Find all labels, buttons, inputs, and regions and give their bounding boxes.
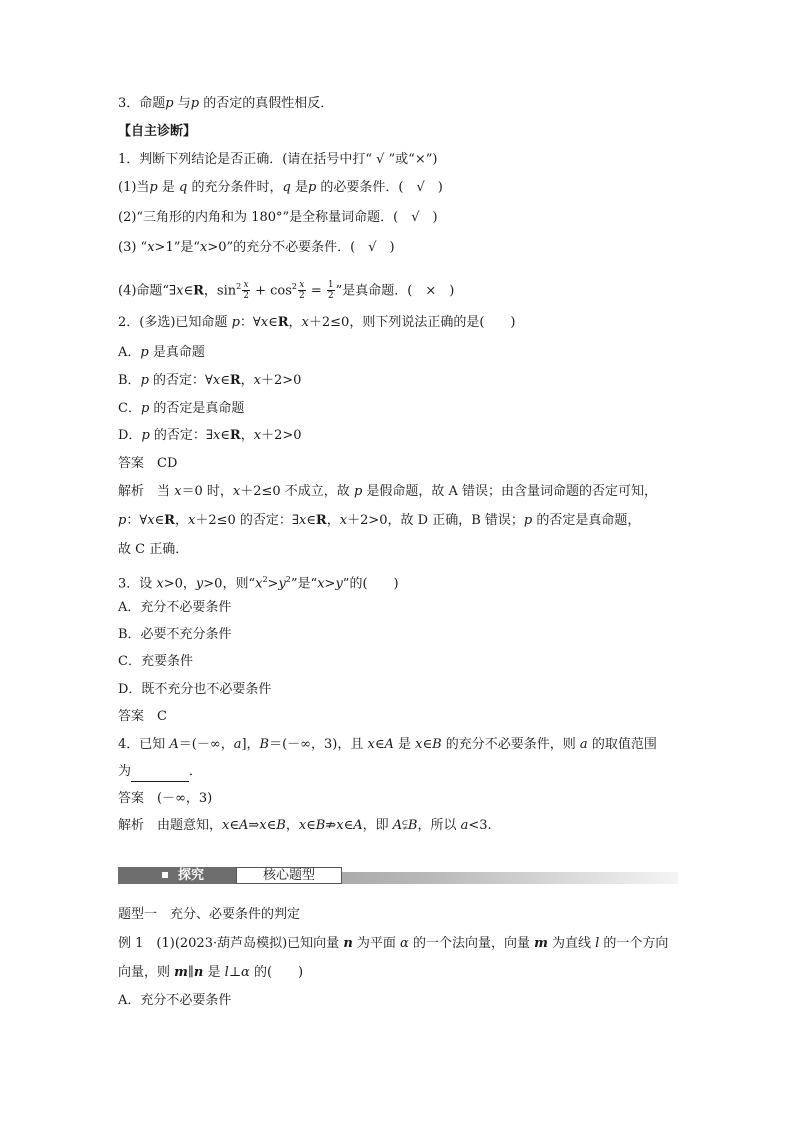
var: x xyxy=(212,373,221,388)
var: p xyxy=(141,428,150,443)
text: ＋2>0 xyxy=(261,428,302,443)
var: x xyxy=(255,576,263,592)
q2-explanation-3: 故 C 正确． xyxy=(118,542,189,557)
text: 3．设 xyxy=(118,576,157,592)
text: ＝(－∞，3)，且 xyxy=(269,737,368,752)
var: x xyxy=(367,737,375,752)
text: 与 xyxy=(173,96,191,111)
text: ∈ xyxy=(183,283,194,299)
var: x xyxy=(222,818,230,833)
text: ， xyxy=(285,818,299,833)
text: ， xyxy=(240,373,254,388)
text: ”的( ) xyxy=(342,576,399,592)
text: >0，则“ xyxy=(203,576,256,592)
var: x xyxy=(232,484,241,499)
var: x xyxy=(200,240,208,255)
var: A xyxy=(392,818,403,833)
var: B xyxy=(432,737,442,752)
text: ∈ xyxy=(343,818,354,833)
var: p xyxy=(231,315,240,330)
var: α xyxy=(241,965,250,980)
var: p xyxy=(140,401,150,416)
text: 为平面 xyxy=(352,936,401,951)
var: x xyxy=(187,513,196,528)
vector-var: m xyxy=(534,936,548,951)
fraction-num: x xyxy=(243,280,249,291)
text: 向量，则 xyxy=(118,965,175,980)
q1-item-3 xyxy=(118,238,395,258)
text: ＋2>0 xyxy=(261,373,302,388)
text: + cos xyxy=(250,283,292,299)
text: 的充分条件时， xyxy=(187,180,283,195)
var: B xyxy=(407,818,418,833)
text: 的( ) xyxy=(249,965,304,980)
text: 的取值范围 xyxy=(587,737,657,752)
text: ”是“ xyxy=(290,576,318,592)
text: 是 xyxy=(290,180,308,195)
set-R: R xyxy=(164,513,175,528)
q4-explanation xyxy=(118,816,492,836)
text: 例 1 (1)(2023·葫芦岛模拟)已知向量 xyxy=(118,936,344,951)
text: (3) “ xyxy=(118,240,148,255)
q2-answer: 答案 CD xyxy=(118,456,178,471)
text: ：∀ xyxy=(239,315,261,330)
var: α xyxy=(400,936,409,951)
var: q xyxy=(282,180,291,195)
text: = xyxy=(306,283,326,299)
q4-stem-1 xyxy=(118,735,657,755)
var: x xyxy=(339,513,348,528)
var: p xyxy=(118,513,127,528)
var: x xyxy=(176,283,184,299)
q3-option-a: A．充分不必要条件 xyxy=(118,600,232,615)
var: B xyxy=(315,818,326,833)
var: x xyxy=(147,240,155,255)
banner-tag-core: 核心题型 xyxy=(236,867,342,884)
text: ，即 xyxy=(362,818,393,833)
var: A xyxy=(384,737,394,752)
text: ＝0 时， xyxy=(181,484,233,499)
vector-var: m xyxy=(174,965,188,980)
text: 的充分不必要条件，则 xyxy=(441,737,580,752)
var: x xyxy=(260,315,269,330)
vector-var: n xyxy=(193,965,204,980)
text: B． xyxy=(118,373,141,388)
var: p xyxy=(140,373,149,388)
var: x xyxy=(253,428,262,443)
fraction xyxy=(242,280,250,301)
var: y xyxy=(335,576,343,592)
square-bullet-icon xyxy=(162,872,168,878)
var: x xyxy=(174,484,182,499)
text: >1”是“ xyxy=(154,240,201,255)
line-proposition-note xyxy=(118,94,333,114)
text: ，所以 xyxy=(417,818,461,833)
text: 的必要条件．( √ ) xyxy=(316,180,443,195)
text: >0， xyxy=(163,576,196,592)
vector-var: n xyxy=(343,936,353,951)
section-heading-zizhu: 【自主诊断】 xyxy=(118,124,197,139)
text: ∈ xyxy=(374,737,385,752)
text: (4)命题“∃ xyxy=(118,283,177,299)
var: l xyxy=(224,965,229,980)
var: A xyxy=(169,737,179,752)
var: B xyxy=(276,818,286,833)
set-R: R xyxy=(315,513,327,528)
text: 的否定：∃ xyxy=(149,428,213,443)
q1-item-4 xyxy=(118,274,454,300)
text: 4．已知 xyxy=(118,737,170,752)
text: ，sin xyxy=(203,283,237,299)
set-R: R xyxy=(229,373,241,388)
text: 的否定的真假性相反． xyxy=(199,96,334,111)
text: <3. xyxy=(468,818,492,833)
text: 的否定：∀ xyxy=(148,373,213,388)
var: p xyxy=(165,96,174,111)
text: ⇏ xyxy=(325,818,337,833)
var: y xyxy=(195,576,204,592)
tixing-heading: 题型一 充分、必要条件的判定 xyxy=(118,907,301,922)
section-banner xyxy=(118,866,678,886)
text: ∈ xyxy=(220,373,230,388)
banner-tag-explore-label: 探究 xyxy=(178,868,205,883)
text: C． xyxy=(118,401,141,416)
text: 是假命题，故 A 错误；由含量词命题的否定可知， xyxy=(362,484,658,499)
var: x xyxy=(415,737,423,752)
q2-option-a xyxy=(118,343,205,363)
var: p xyxy=(523,513,533,528)
text: ]， xyxy=(241,737,260,752)
text: ， xyxy=(240,428,254,443)
var: x xyxy=(212,428,221,443)
exponent: 2 xyxy=(236,282,242,291)
q2-explanation-1 xyxy=(118,482,657,502)
text: ∥ xyxy=(187,965,194,980)
text: ∈ xyxy=(306,818,316,833)
text: > xyxy=(324,576,336,592)
text: 为直线 xyxy=(547,936,596,951)
text: ∈ xyxy=(229,818,239,833)
var: p xyxy=(353,484,363,499)
text: ＝(－∞， xyxy=(178,737,234,752)
fraction xyxy=(327,280,335,301)
var: A xyxy=(238,818,249,833)
q2-explanation-2 xyxy=(118,511,640,531)
var: p xyxy=(149,180,158,195)
q4-stem-2 xyxy=(118,762,202,782)
q2-stem xyxy=(118,313,515,333)
text: D． xyxy=(118,428,142,443)
fraction-num: 1 xyxy=(327,280,334,291)
q4-answer: 答案 (－∞，3) xyxy=(118,791,213,806)
text: 2．(多选)已知命题 xyxy=(118,315,232,330)
banner-tag-explore xyxy=(118,867,236,884)
answer-blank[interactable] xyxy=(131,767,189,782)
text: 是 xyxy=(393,737,416,752)
text: 是 xyxy=(203,965,225,980)
text: 的否定是真命题， xyxy=(532,513,641,528)
example-1-option-a: A．充分不必要条件 xyxy=(118,993,232,1008)
q1-stem: 1．判断下列结论是否正确．(请在括号中打“ √ ”或“×”) xyxy=(118,152,438,167)
var: x xyxy=(317,576,325,592)
example-1-line-1 xyxy=(118,934,668,954)
text: 的一个方向 xyxy=(599,936,669,951)
var: x xyxy=(298,513,307,528)
var: a xyxy=(233,737,242,752)
set-R: R xyxy=(193,283,204,299)
var: x xyxy=(259,818,267,833)
var: B xyxy=(259,737,270,752)
text: ∈ xyxy=(220,428,230,443)
text: 解析 由题意知， xyxy=(118,818,223,833)
text: 为 xyxy=(118,764,132,779)
exponent: 2 xyxy=(262,575,268,584)
var: y xyxy=(278,576,286,592)
q1-item-2: (2)“三角形的内角和为 180°”是全称量词命题．( √ ) xyxy=(118,210,438,225)
fraction-den: 2 xyxy=(327,291,334,302)
q2-option-d xyxy=(118,426,302,446)
var: a xyxy=(460,818,469,833)
text: ∈ xyxy=(154,513,165,528)
var: x xyxy=(156,576,164,592)
text: ， xyxy=(174,513,188,528)
q3-answer: 答案 C xyxy=(118,709,167,724)
text: ， xyxy=(288,315,302,330)
text: ⫋ xyxy=(402,818,408,833)
text: ， xyxy=(326,513,340,528)
text: ＋2>0，故 D 正确，B 错误； xyxy=(347,513,524,528)
q3-stem xyxy=(118,570,399,590)
text: 3．命题 xyxy=(118,96,166,111)
set-R: R xyxy=(229,428,241,443)
var: l xyxy=(595,936,600,951)
exponent: 2 xyxy=(285,575,291,584)
var: x xyxy=(301,315,309,330)
text: 解析 当 xyxy=(118,484,175,499)
example-1-line-2 xyxy=(118,963,303,983)
text: ＋2≤0 的否定：∃ xyxy=(195,513,299,528)
text: ⊥ xyxy=(228,965,242,980)
var: A xyxy=(353,818,363,833)
var: p xyxy=(140,345,149,360)
text: (1)当 xyxy=(118,180,150,195)
var: p xyxy=(190,96,200,111)
text: 是 xyxy=(157,180,180,195)
fraction-num: x xyxy=(299,280,305,291)
fraction-den: 2 xyxy=(243,291,249,302)
text: > xyxy=(267,576,279,592)
text: ∈ xyxy=(266,818,277,833)
q1-item-1 xyxy=(118,178,443,198)
text: >0”的充分不必要条件．( √ ) xyxy=(207,240,395,255)
var: x xyxy=(336,818,344,833)
text: 是真命题 xyxy=(148,345,205,360)
text: ∈ xyxy=(268,315,278,330)
text: ． xyxy=(189,764,203,779)
text: ⇒ xyxy=(248,818,260,833)
text: ∈ xyxy=(306,513,316,528)
text: ：∀ xyxy=(126,513,148,528)
q3-option-c: C．充要条件 xyxy=(118,654,193,669)
fraction-den: 2 xyxy=(298,291,305,302)
fraction xyxy=(298,280,306,301)
var: x xyxy=(147,513,155,528)
text: ＋2≤0 不成立，故 xyxy=(240,484,354,499)
text: ∈ xyxy=(422,737,433,752)
var: p xyxy=(307,180,317,195)
text: 的否定是真命题 xyxy=(149,401,245,416)
q2-option-b xyxy=(118,371,301,391)
q3-option-d: D．既不充分也不必要条件 xyxy=(118,682,272,697)
text: ＋2≤0，则下列说法正确的是( ) xyxy=(308,315,516,330)
q3-option-b: B．必要不充分条件 xyxy=(118,627,232,642)
q2-option-c xyxy=(118,399,244,419)
exponent: 2 xyxy=(291,282,297,291)
var: q xyxy=(179,180,188,195)
set-R: R xyxy=(277,315,289,330)
text: A． xyxy=(118,345,141,360)
text: 的一个法向量，向量 xyxy=(408,936,535,951)
var: x xyxy=(298,818,307,833)
text: ”是真命题．( × ) xyxy=(335,283,455,299)
var: x xyxy=(253,373,262,388)
var: a xyxy=(579,737,588,752)
